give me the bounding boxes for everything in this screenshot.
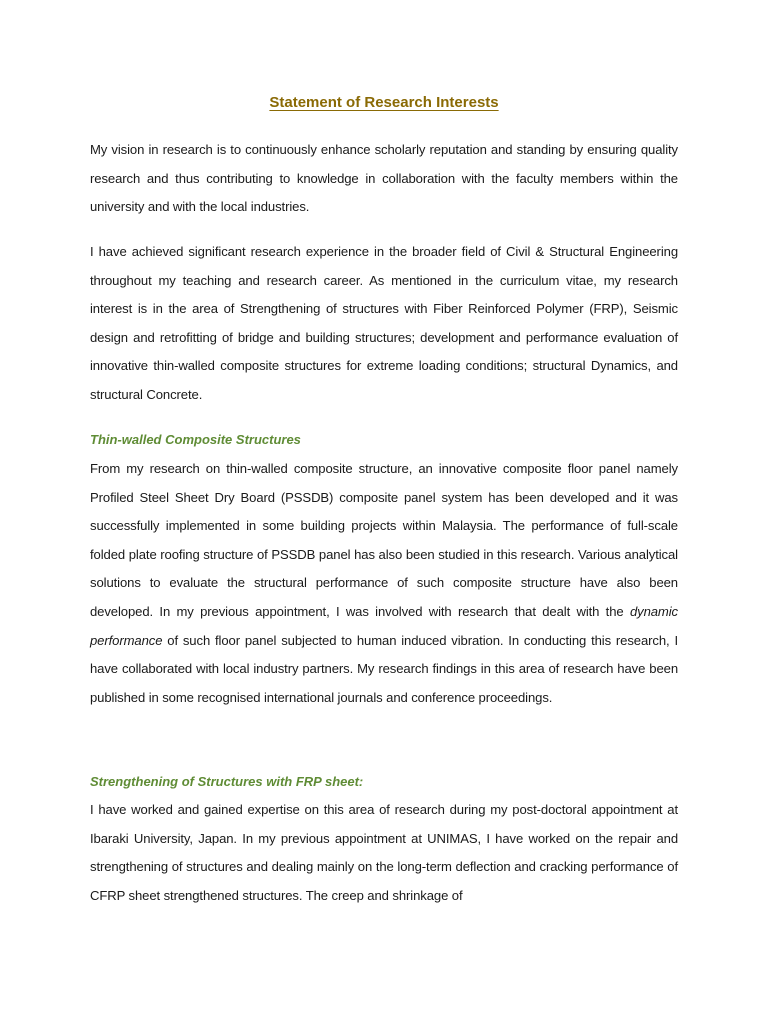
page-title — [0, 94, 768, 111]
vision-paragraph: My vision in research is to continuously enhance scholarly reputation and standing by ensuring quality research and thus contributing to knowledge in collaboration with the faculty members within the university and with the local industries. — [90, 142, 678, 215]
experience-paragraph: I have achieved significant research experience in the broader field of Civil & Structural Engineering throughout my teaching and research career. As mentioned in the curriculum vitae, my research interest is in the area of Strengthening of structures with Fiber Reinforced Polymer (FRP), Seismic design and retrofitting of bridge and building structures; development and performance evaluation of innovative thin-walled composite structures for extreme loading conditions; structural Dynamics, and structural Concrete. — [90, 244, 678, 402]
page-title-text: Statement of Research Interests — [269, 94, 499, 111]
section-heading-frp: Strengthening of Structures with FRP sheet: — [90, 774, 364, 789]
thin-walled-text-part2: of such floor panel subjected to human induced vibration. In conducting this research, I have collaborated with local industry partners. My research findings in this area of research have been published in some recognised international journals and conference proceedings. — [90, 632, 678, 705]
dynamic-performance-emphasis: dynamic performance — [90, 603, 678, 648]
frp-paragraph: I have worked and gained expertise on this area of research during my post-doctoral appointment at Ibaraki University, Japan. In my previous appointment at UNIMAS, I have worked on the repair and strengthening of structures and dealing mainly on the long-term deflection and cracking performance of CFRP sheet strengthened structures. The creep and shrinkage of — [90, 802, 678, 903]
section-heading-thin-walled: Thin-walled Composite Structures — [90, 432, 301, 447]
thin-walled-paragraph — [90, 455, 678, 712]
thin-walled-text-part1: From my research on thin-walled composite structure, an innovative composite floor panel namely Profiled Steel Sheet Dry Board (PSSDB) composite panel system has been developed and it was successfully implemented in some building projects within Malaysia. The performance of full-scale folded plate roofing structure of PSSDB panel has also been studied in this research. Various analytical solutions to evaluate the structural performance of such composite structure have also been developed. In my previous appointment, I was involved with research that dealt with the — [90, 461, 678, 619]
